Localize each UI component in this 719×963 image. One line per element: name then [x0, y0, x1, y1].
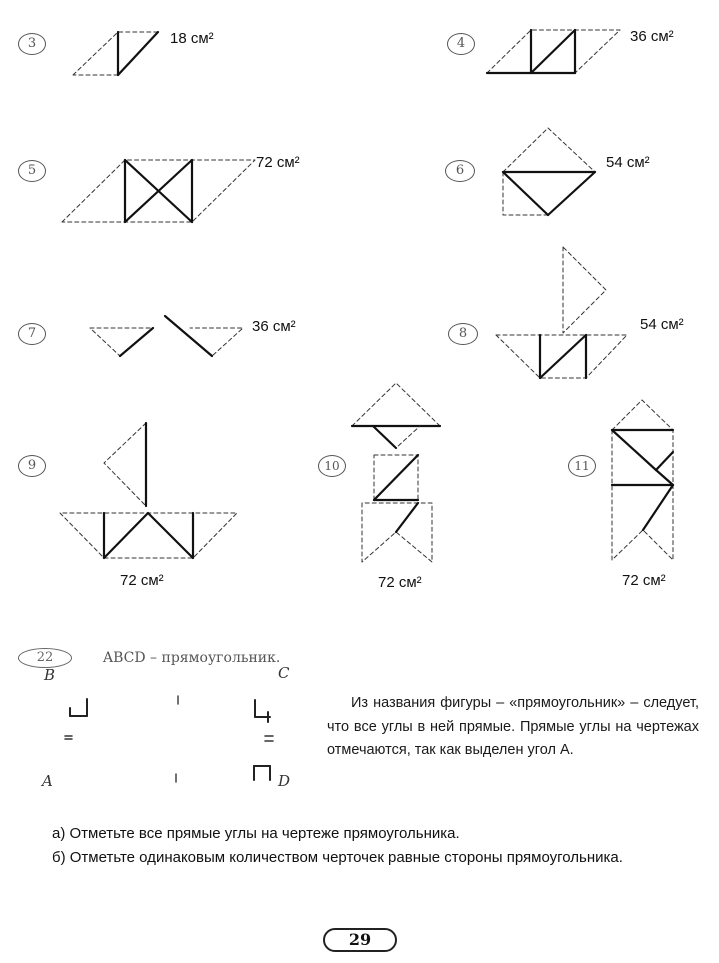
figure-4-area: 36 см²	[630, 28, 674, 45]
explanation-text: Из названия фигуры – «прямоугольник» – следует, что все углы в ней прямые. Прямые углы на чертежах отмечаются, так как выделен угол A.	[327, 695, 699, 758]
task-items	[14, 822, 700, 870]
figure-6-area: 54 см²	[606, 154, 650, 171]
figure-9-number: 9	[18, 455, 46, 477]
figure-11-number: 11	[568, 455, 596, 477]
figure-7-number: 7	[18, 323, 46, 345]
figure-4-number: 4	[447, 33, 475, 55]
figure-8-number: 8	[448, 323, 478, 345]
vertex-c-label: C	[278, 664, 290, 682]
figure-3-area: 18 см²	[170, 30, 214, 47]
figure-10-number: 10	[318, 455, 346, 477]
page-number: 29	[323, 928, 397, 952]
figure-6-number: 6	[445, 160, 475, 182]
figure-8-area: 54 см²	[640, 316, 684, 333]
task-explanation	[327, 692, 699, 763]
figure-5-area: 72 см²	[256, 154, 300, 171]
task-item-a: а) Отметьте все прямые углы на чертеже прямоугольника.	[52, 825, 460, 842]
vertex-b-label: B	[44, 666, 56, 684]
task-item-b: б) Отметьте одинаковым количеством черточек равные стороны прямоугольника.	[52, 849, 623, 866]
vertex-a-label: A	[42, 772, 53, 790]
figure-3-number: 3	[18, 33, 46, 55]
figure-11-area: 72 см²	[622, 572, 666, 589]
figure-5-number: 5	[18, 160, 46, 182]
figure-10-area: 72 см²	[378, 574, 422, 591]
vertex-d-label: D	[278, 772, 291, 790]
task-number-badge: 22	[18, 648, 72, 668]
figure-7-area: 36 см²	[252, 318, 296, 335]
task-title: ABCD – прямоугольник.	[103, 650, 281, 666]
figure-9-area: 72 см²	[120, 572, 164, 589]
